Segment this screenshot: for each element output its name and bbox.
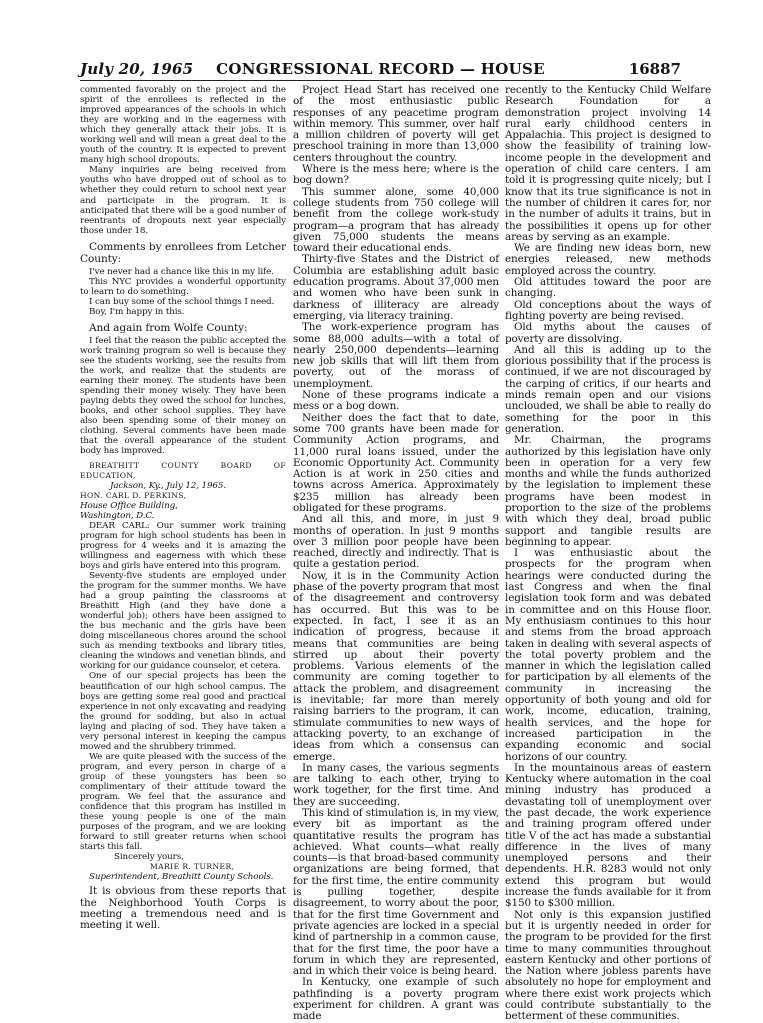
paragraph: I feel that the reason the public accepted the work training program so well is because they see the students working, see the results from the work, and realize that the students are earning their money. The students have been spending their money wisely. They have been paying debts they owed the school for lunches, books, and other school supplies. They have also been spending some of their money on clothing. Several comments have been made that the overall appearance of the student body has improved. <box>80 335 286 457</box>
paragraph: It is obvious from these reports that the Neighborhood Youth Corps is meeting a tremendous need and is meeting it well. <box>80 885 286 932</box>
letter-address-line: House Office Building, <box>80 500 178 511</box>
quote: I've never had a chance like this in my life. <box>89 266 274 277</box>
letter-paragraph: We are quite pleased with the success of the program, and every person in charge of a group of these youngsters has been so complimentary of their attitude toward the program. We feel that the assurance and confidence that this program has instilled in these young people is one of the main purposes of the program, and we are looking forward to still greater returns when school starts this fall. <box>80 751 286 853</box>
letter-addressee: HON. CARL D. PERKINS, <box>80 490 187 500</box>
letterhead-org: BREATHITT COUNTY BOARD OF EDUCATION, <box>80 460 286 480</box>
paragraph: In many cases, the various segments are talking to each other, trying to work together, for the first time. And they are succeeding. <box>293 761 499 808</box>
paragraph: We are finding new ideas born, new energies released, new methods employed across the country. <box>505 242 711 277</box>
letter-signer-title: Superintendent, Breathitt County Schools. <box>89 872 274 883</box>
paragraph: recently to the Kentucky Child Welfare Research Foundation for a demonstration project involving 14 rural early childhood centers in Appalachia. This project is designed to show the feasibility of training low-income people in the development and operation of child care centers. I am told it is progressing quite nicely; but I know that its true significance is not in the number of children it cares for, nor in the number of adults it trains, but in the possibilities it opens up for other areas by serving as an example. <box>505 84 711 243</box>
header-rule <box>80 80 681 81</box>
header-date: July 20, 1965 <box>80 60 194 78</box>
paragraph: Old attitudes toward the poor are changing. <box>505 276 711 300</box>
paragraph: This summer alone, some 40,000 college students from 750 college will benefit from the college work-study program—a program that has already given 75,000 students the means toward their educational ends. <box>293 185 499 255</box>
subheading: Comments by enrollees from Letcher County: <box>80 240 286 265</box>
paragraph: Now, it is in the Community Action phase of the poverty program that most of the disagreement and controversy has occurred. But this was to be expected. In fact, I see it as an indication of progress, because it means that communities are being stirred up about their poverty problems. Various elements of the community are coming together to attack the problem, and disagreement is inevitable; far more than merely raising barriers to the program, it can stimulate communities to new ways of attacking poverty, to an exchange of ideas from which a consensus can emerge. <box>293 569 499 763</box>
paragraph: None of these programs indicate a mess or a bog down. <box>293 389 499 413</box>
paragraph: In the mountainous areas of eastern Kentucky where automation in the coal mining industry has produced a devastating toll of unemployment over the past decade, the work experience and training program offered under title V of the act has made a substantial difference in the lives of many unemployed persons and their dependents. H.R. 8283 would not only extend this program but would increase the funds available for it from $150 to $300 million. <box>505 761 711 910</box>
paragraph: Neither does the fact that to date, some 700 grants have been made for Community Action programs, and 11,000 rural loans issued, under the Economic Opportunity Act. Community Action is at work in 250 cities and towns across America. Approximately $235 million has already been obligated for these programs. <box>293 411 499 514</box>
paragraph: The work-experience program has some 88,000 adults—with a total of nearly 250,000 dependents—learning new job skills that will lift them from poverty, out of the morass of unemployment. <box>293 321 499 390</box>
letter-paragraph: Seventy-five students are employed under the program for the summer months. We have had a group painting the classrooms at Breathitt High (and they have done a wonderful job); others have been assigned to the bus mechanic and the girls have been doing miscellaneous chores around the school such as mending textbooks and library titles, cleaning the windows and venetian blinds, and working for our guidance counselor, et cetera. <box>80 571 286 672</box>
paragraph: Old myths about the causes of poverty are dissolving. <box>505 321 711 345</box>
paragraph: Thirty-five States and the District of Columbia are establishing adult basic education programs. About 37,000 men and women who have been sunk in darkness of illiteracy are already emerging, via literacy training. <box>293 253 499 322</box>
paragraph: And all this, and more, in just 9 months of operation. In just 9 months over 3 million poor people have been reached, directly and indirectly. That is quite a gestation period. <box>293 513 499 571</box>
quote: Boy, I'm happy in this. <box>89 306 185 317</box>
paragraph: And all this is adding up to the glorious possibility that if the process is continued, if we are not discouraged by the carping of critics, if our hearts and minds remain open and our visions unclouded, we shall be able to really do something for the poor in this generation. <box>505 343 711 435</box>
paragraph: commented favorably on the project and the spirit of the enrollees is reflected in the improved appearances of the schools in which they are working and in the eagerness with which they generally attack their jobs. It is working well and will mean a great deal to the youth of the country. It is expected to prevent many high school dropouts. <box>80 85 286 166</box>
paragraph: This kind of stimulation is, in my view, every bit as important as the quantitative results the program has achieved. What counts—what really counts—is that broad-based community organizations are being formed, that for the first time, the entire community is pulling together, despite disagreement, to worry about the poor, that for the first time Government and private agencies are locked in a special kind of partnership in a common cause, that for the first time, the poor have a forum in which they are represented, and in which their voice is being heard. <box>293 807 500 978</box>
letter-signer: MARIE R. TURNER, <box>150 862 235 872</box>
letter-place-date: Jackson, Ky., July 12, 1965. <box>109 480 226 491</box>
header-title: CONGRESSIONAL RECORD — HOUSE <box>216 60 545 78</box>
letter-paragraph: DEAR CARL: Our summer work training program for high school students has been in progress for 4 weeks and it is amazing the willingness and eagerness with which these boys and girls have entered into this program. <box>80 520 286 571</box>
column-1 <box>80 85 286 955</box>
paragraph: I was enthusiastic about the prospects for the program when hearings were conducted during the last Congress and when the final legislation took form and was debated in committee and on this House floor. My enthusiasm continues to this hour and stems from the broad approach taken in dealing with several aspects of the total poverty problem and the manner in which the legislation called for participation by all elements of the community in increasing the opportunity of both young and old for work, income, education, training, health services, and the hope for increased participation in the expanding economic and social horizons of our country. <box>505 547 711 763</box>
page-header <box>80 60 681 82</box>
letter-paragraph: One of our special projects has been the beautification of our high school campus. The boys are getting some real good and practical experience in not only excavating and readying the ground for sodding, but also in actual laying and placing of sod. They have taken a very personal interest in keeping the campus mowed and the shrubbery trimmed. <box>80 671 286 752</box>
column-2 <box>293 84 500 1023</box>
column-3 <box>505 84 711 1023</box>
paragraph: Where is the mess here; where is the bog down? <box>293 163 499 187</box>
paragraph: Not only is this expansion justified but it is urgently needed in order for the program to be provided for the first time to many communities throughout eastern Kentucky and other portions of the Nation where jobless parents have absolutely no hope for employment and where there exist work projects which could contribute substantially to the betterment of these communities. <box>505 908 711 1023</box>
letter-address-line: Washington, D.C. <box>80 510 155 521</box>
paragraph: Project Head Start has received one of the most enthusiastic public responses of any peacetime program within memory. This summer, over half a million children of poverty will get preschool training in more than 13,000 centers throughout the country. <box>293 84 499 164</box>
quote: I can buy some of the school things I need. <box>89 296 275 307</box>
paragraph: Mr. Chairman, the programs authorized by this legislation have only been in operation for a very few months and while the funds authorized by the legislation to implement these programs have been modest in proportion to the size of the problems with which they deal, broad public support and tangible results are beginning to appear. <box>505 434 711 548</box>
letter-closing: Sincerely yours, <box>114 852 184 863</box>
paragraph: In Kentucky, one example of such pathfinding is a poverty program experiment for children. A grant was made <box>293 976 499 1023</box>
quote: This NYC provides a wonderful opportunity to learn to do something. <box>80 276 286 297</box>
paragraph: Many inquiries are being received from youths who have dropped out of school as to whether they could return to school next year and participate in the program. It is anticipated that there will be a good number of reentrants of dropouts next year especially those under 18. <box>80 165 286 236</box>
page-number: 16887 <box>628 60 681 78</box>
paragraph: Old conceptions about the ways of fighting poverty are being revised. <box>505 298 711 322</box>
subheading: And again from Wolfe County: <box>89 321 248 334</box>
